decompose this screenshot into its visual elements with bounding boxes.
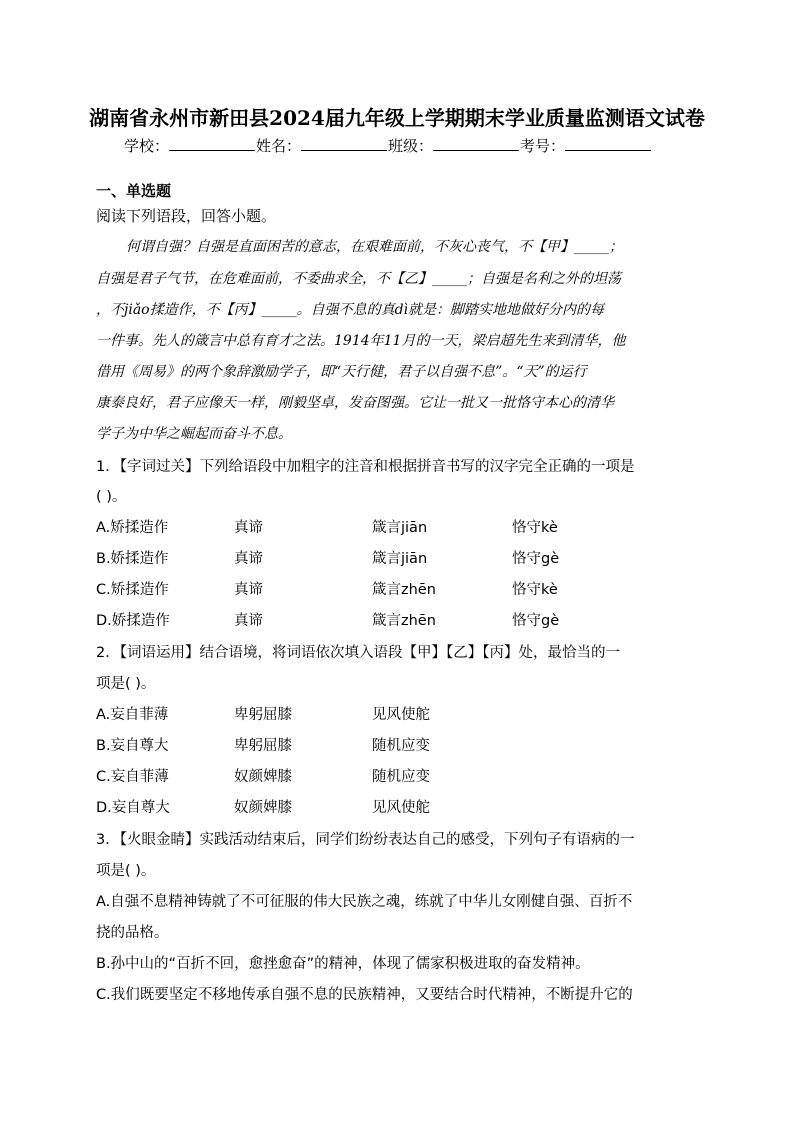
option-cell: 恪守gè <box>512 613 560 629</box>
option-cell: A.妄自菲薄 <box>96 707 169 723</box>
passage-line: ，不jiǎo揉造作，不【丙】_____。自强不息的真dì就是：脚踏实地地做好分内的每 <box>96 302 605 318</box>
section-heading: 一、单选题 <box>96 182 172 200</box>
option-cell: 恪守kè <box>512 520 558 536</box>
question-3-option-b[interactable]: B.孙中山的“百折不回，愈挫愈奋”的精神，体现了儒家积极进取的奋发精神。 <box>96 956 590 972</box>
question-3-stem: 3．【火眼金睛】实践活动结束后，同学们纷纷表达自己的感受，下列句子有语病的一 <box>96 832 635 848</box>
passage-line: 自强是君子气节，在危难面前，不委曲求全，不【乙】_____；自强是名利之外的坦荡 <box>96 271 621 287</box>
school-label: 学校： <box>124 137 170 155</box>
option-cell: C.妄自菲薄 <box>96 769 169 785</box>
passage-line: 康泰良好，君子应像天一样，刚毅坚卓，发奋图强。它让一批又一批恪守本心的清华 <box>96 395 614 411</box>
option-cell: 真谛 <box>234 613 263 629</box>
option-cell: 卑躬屈膝 <box>234 738 292 754</box>
name-blank[interactable] <box>301 136 387 151</box>
option-cell: 恪守gè <box>512 551 560 567</box>
passage-line: 一件事。先人的箴言中总有育才之法。1914年11月的一天，梁启超先生来到清华，他 <box>96 333 626 349</box>
option-cell: D.妄自尊大 <box>96 800 170 816</box>
option-cell: 箴言jiān <box>372 551 428 567</box>
option-cell: 随机应变 <box>372 738 430 754</box>
number-label: 考号： <box>520 137 566 155</box>
option-cell: D.娇揉造作 <box>96 613 170 629</box>
question-3-option-c[interactable]: C.我们既要坚定不移地传承自强不息的民族精神，又要结合时代精神，不断提升它的 <box>96 987 633 1003</box>
option-cell: B.妄自尊大 <box>96 738 169 754</box>
option-cell: 恪守kè <box>512 582 558 598</box>
option-cell: 真谛 <box>234 551 263 567</box>
option-cell: A.矫揉造作 <box>96 520 169 536</box>
option-cell: B.娇揉造作 <box>96 551 169 567</box>
reading-instruction: 阅读下列语段，回答小题。 <box>96 207 277 225</box>
name-label: 姓名： <box>256 137 302 155</box>
option-cell: 奴颜婢膝 <box>234 769 292 785</box>
option-cell: 卑躬屈膝 <box>234 707 292 723</box>
student-info-row <box>124 135 724 156</box>
question-3-option-a-cont: 挠的品格。 <box>96 925 169 941</box>
option-cell: 随机应变 <box>372 769 430 785</box>
option-cell: 见风使舵 <box>372 800 430 816</box>
passage-line: 借用《周易》的两个象辞激励学子，即“天行健，君子以自强不息”。“天”的运行 <box>96 364 587 380</box>
question-3-option-a[interactable]: A.自强不息精神铸就了不可征服的伟大民族之魂，练就了中华儿女刚健自强、百折不 <box>96 894 633 910</box>
number-blank[interactable] <box>565 136 651 151</box>
option-cell: 真谛 <box>234 520 263 536</box>
page-title: 湖南省永州市新田县2024届九年级上学期期末学业质量监测语文试卷 <box>89 106 705 130</box>
question-2-stem: 项是( )。 <box>96 676 156 692</box>
passage-line: 学子为中华之崛起而奋斗不息。 <box>96 426 292 442</box>
option-cell: 见风使舵 <box>372 707 430 723</box>
option-cell: C.矫揉造作 <box>96 582 169 598</box>
option-cell: 箴言zhēn <box>372 613 436 629</box>
option-cell: 箴言zhēn <box>372 582 436 598</box>
passage-line: 何谓自强？自强是直面困苦的意志，在艰难面前，不灰心丧气，不【甲】_____； <box>126 239 623 255</box>
question-2-stem: 2．【词语运用】结合语境，将词语依次填入语段【甲】【乙】【丙】处，最恰当的一 <box>96 645 620 661</box>
class-label: 班级： <box>388 137 434 155</box>
option-cell: 箴言jiān <box>372 520 428 536</box>
school-blank[interactable] <box>169 136 255 151</box>
question-1-stem: 1．【字词过关】下列给语段中加粗字的注音和根据拼音书写的汉字完全正确的一项是 <box>96 459 635 475</box>
class-blank[interactable] <box>433 136 519 151</box>
option-cell: 真谛 <box>234 582 263 598</box>
option-cell: 奴颜婢膝 <box>234 800 292 816</box>
question-3-stem: 项是( )。 <box>96 863 156 879</box>
question-1-stem: ( )。 <box>96 489 127 505</box>
